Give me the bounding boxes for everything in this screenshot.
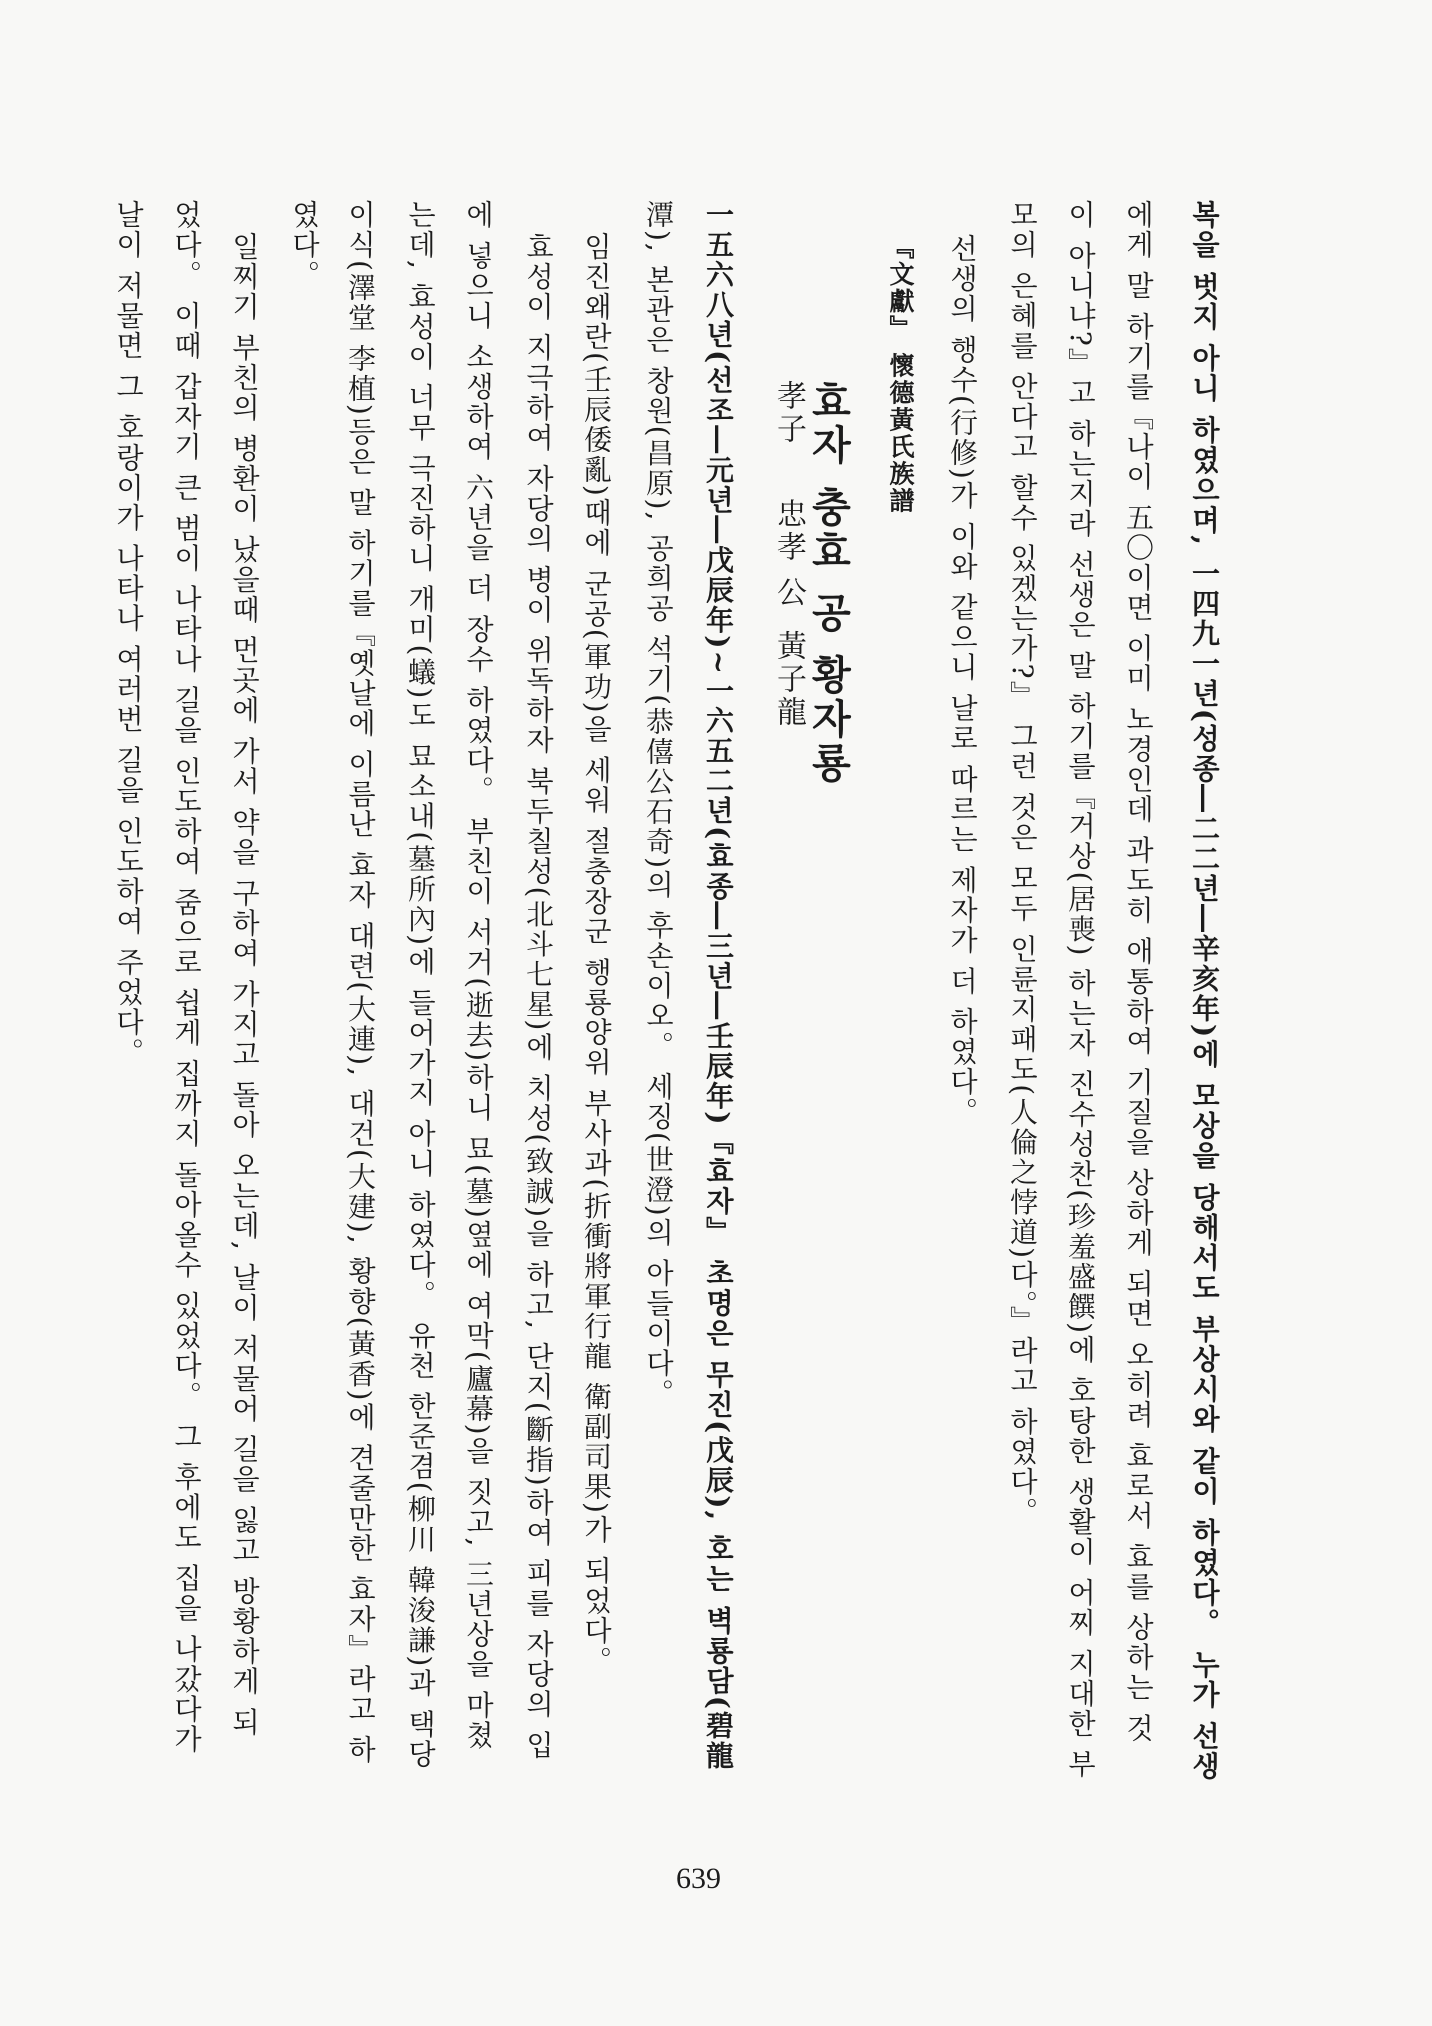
text-line: 모의 은혜를 안다고 할수 있겠는가?』 그런 것은 모두 인륜지패도(人倫之悖道)다。』라고 하였다。: [1006, 200, 1039, 1527]
text-line: 는데, 효성이 너무 극진하니 개미(蟻)도 묘소내(墓所內)에 들어가지 아니 하였다。 유천 한준겸(柳川 韓浚謙)과 택당: [404, 200, 437, 1770]
entry-title-hanja-mid: 忠孝 公: [771, 498, 806, 610]
text-line: 일찌기 부친의 병환이 났을때 먼곳에 가서 약을 구하여 가지고 돌아 오는데, 날이 저물어 길을 잃고 방황하게 되: [228, 232, 261, 1738]
text-line: 선생의 행수(行修)가 이와 같으니 날로 따르는 제자가 더 하였다。: [946, 234, 979, 1128]
text-line: 임진왜란(壬辰倭亂)때에 군공(軍功)을 세워 절충장군 행룡양위 부사과(折衝將軍行龍 衛副司果)가 되었다。: [580, 232, 613, 1676]
text-line: 에 넣으니 소생하여 六년을 더 장수 하였다。 부친이 서거(逝去)하니 묘(墓)옆에 여막(廬幕)을 짓고, 三년상을 마쳤: [462, 200, 495, 1751]
source-citation: 『文獻』 懷德黃氏族譜: [886, 234, 915, 515]
text-line: 복을 벗지 아니 하였으며, 一四九一년(성종―二二년―辛亥年)에 모상을 당해서도 부상시와 같이 하였다。 누가 선생: [1188, 200, 1221, 1782]
text-line: 이식(澤堂 李植)등은 말 하기를『옛날에 이름난 효자 대련(大連), 대건(大建), 황향(黃香)에 견줄만한 효자』라고 하: [344, 200, 377, 1766]
text-line: 이 아니냐?』고 하는지라 선생은 말 하기를『거상(居喪) 하는자 진수성찬(珍羞盛饌)에 호탕한 생활이 어찌 지대한 부: [1064, 200, 1097, 1780]
text-line: 였다。: [288, 200, 321, 290]
entry-title-korean: 효자 충효 공 황자룡: [805, 380, 852, 786]
text-line: 날이 저물면 그 호랑이가 나타나 여러번 길을 인도하여 주었다。: [112, 200, 145, 1068]
text-line: 었다。 이때 갑자기 큰 범이 나타나 길을 인도하여 줌으로 쉽게 집까지 돌아올수 있었다。 그 후에도 집을 나갔다가: [170, 200, 203, 1755]
page-number: 639: [676, 1862, 721, 1895]
text-line: 潭), 본관은 창원(昌原), 공희공 석기(恭僖公石奇)의 후손이오。 세징(世澄)의 아들이다。: [642, 200, 675, 1409]
text-line: 효성이 지극하여 자당의 병이 위독하자 북두칠성(北斗七星)에 치성(致誠)을 하고, 단지(斷指)하여 피를 자당의 입: [522, 232, 555, 1761]
text-line: 에게 말 하기를『나이 五〇이면 이미 노경인데 과도히 애통하여 기질을 상하게 되면 오히려 효로서 효를 상하는 것: [1122, 200, 1155, 1744]
text-line: 一五六八년(선조―元년―戊辰年)~一六五二년(효종―三년―壬辰年)『효자』 초명은 무진(戊辰), 호는 벽룡담(碧龍: [702, 200, 735, 1771]
entry-title-hanja-left: 孝子: [771, 380, 806, 446]
entry-title-hanja-right: 黃子龍: [771, 630, 806, 729]
